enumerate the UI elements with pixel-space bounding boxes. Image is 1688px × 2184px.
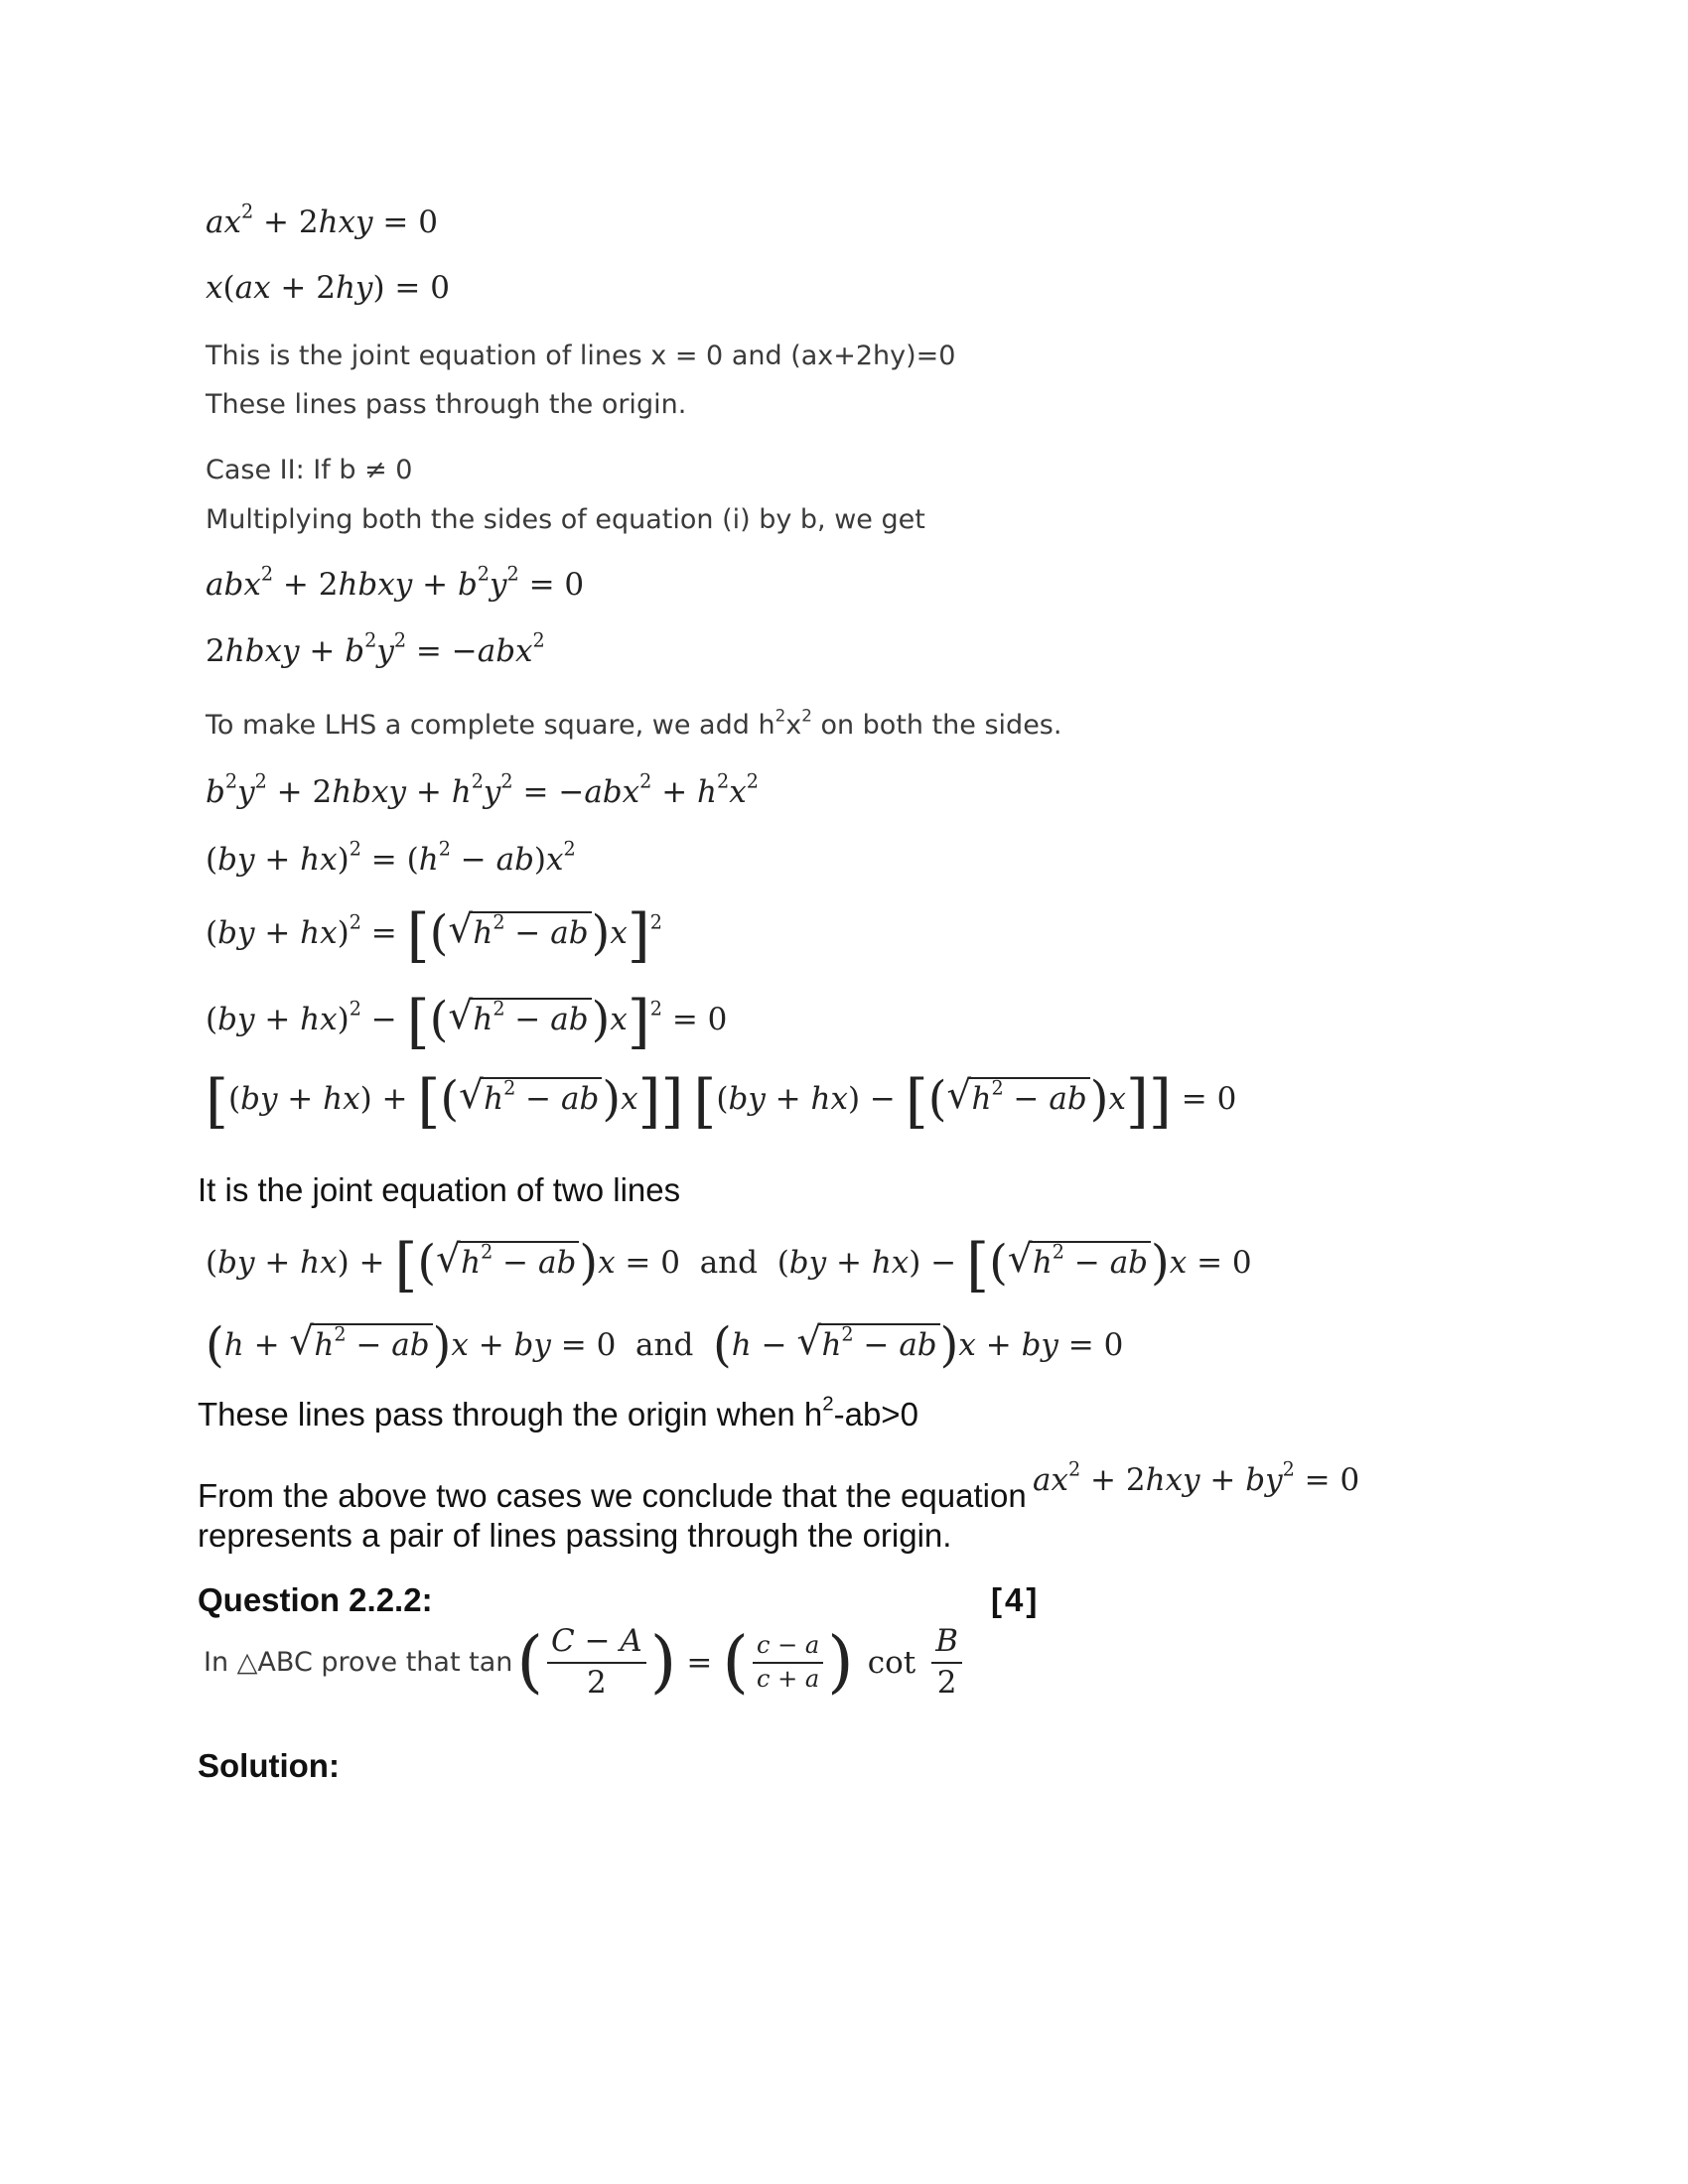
text-case-two: Case II: If b ≠ 0 [206, 455, 413, 485]
equation-line-2: x(ax + 2hy) = 0 [206, 270, 450, 306]
equation-line-1: $ax^2 + 2hxy = 0$ [206, 200, 438, 240]
text-lines-pass-origin: These lines pass through the origin. [206, 389, 687, 420]
question-title: Question 2.2.2: [198, 1581, 433, 1618]
text-joint-equation-lines: This is the joint equation of lines x = 0 and (ax+2hy)=0 [206, 341, 956, 371]
text-represents-pair: represents a pair of lines passing through the origin. [198, 1517, 952, 1554]
question-marks: [4] [991, 1581, 1041, 1618]
equation-line-3: abx$^2$ + 2hbxy + $b^2y^2 = 0$ [206, 562, 585, 603]
equation-line-7: (by + hx)$^2$ = [(√ $h^2 - ab)x]^2$ [206, 911, 662, 951]
equation-line-11: (h + √ $h^2 - ab)x$ + by = 0 and (h − √ $h^2 - ab)x$ + by = 0 [206, 1323, 1123, 1363]
equation-line-12: $ax^2 + 2hxy + by^2 = 0$ [1033, 1457, 1360, 1498]
text-two-lines: It is the joint equation of two lines [198, 1171, 681, 1208]
equation-line-4: 2hbxy + $b^2y^2 = -abx^2$ [206, 628, 545, 669]
equation-line-9: [(by + hx) + [(√ $h^2 - ab)x$]] [(by + hx) − [(√ $h^2 - ab)x]] = 0$ [206, 1077, 1236, 1117]
solution-heading: Solution: [198, 1747, 340, 1784]
text-complete-square: To make LHS a complete square, we add $h^2x^2$ on both the sides. [206, 705, 1062, 741]
text-conclusion: From the above two cases we conclude that the equation [198, 1477, 1027, 1514]
equation-line-10: (by + hx) + [(√ $h^2 - ab)x = 0$ and (by + hx) − [(√ $h^2 - ab)x = 0$ [206, 1241, 1252, 1281]
equation-line-5: $b^2y^2$ + 2hbxy + $h^2y^2 = -abx^2 + h^2x^2$ [206, 769, 759, 810]
equation-line-8: (by + hx)$^2$ − [(√ $h^2 - ab)x]^2 = 0$ [206, 998, 727, 1037]
text-multiplying: Multiplying both the sides of equation (i) by b, we get [206, 504, 925, 535]
text-origin-condition: These lines pass through the origin when $h^2-ab>0$ [198, 1392, 918, 1433]
equation-line-6: $(by + hx)^2 = (h^2 - ab)x^2$ [206, 837, 576, 878]
question-statement: In △ABC prove that tan ( $\frac{C - A}{2}$ ) = ( $\frac{c - a}{c + a}$ ) cot $\frac{B}{2}$ [204, 1624, 966, 1701]
